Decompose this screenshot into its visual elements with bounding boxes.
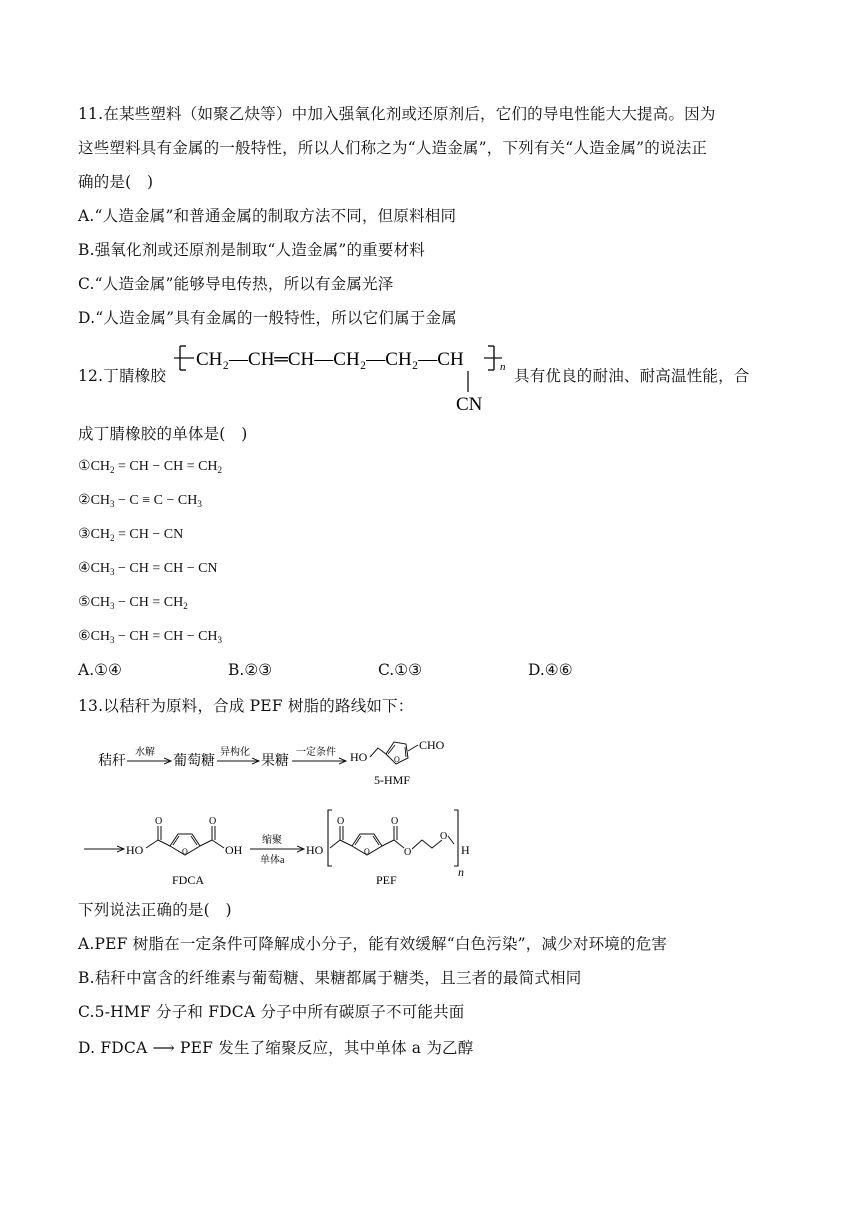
q11-stem-line1: 11.在某些塑料（如聚乙炔等）中加入强氧化剂或还原剂后，它们的导电性能大大提高。因为 (78, 105, 716, 123)
monomer-formula: $CH_2$ = CH − CN (90, 527, 184, 543)
q12-stem-prefix: 12.丁腈橡胶 (78, 367, 167, 385)
q12-choice-a: A.①④ (78, 661, 122, 679)
monomer-number: ⑤ (78, 595, 91, 610)
pef-label: PEF (376, 873, 397, 887)
pef-n: n (458, 865, 464, 879)
q12-choice-d: D.④⑥ (528, 661, 573, 679)
q13-option-a: A.PEF 树脂在一定条件可降解成小分子，能有效缓解“白色污染”，减少对环境的危害 (78, 935, 668, 953)
q11-option-d: D.“人造金属”具有金属的一般特性，所以它们属于金属 (78, 309, 457, 327)
pef-ho: HO (306, 843, 324, 857)
q11-option-b: B.强氧化剂或还原剂是制取“人造金属”的重要材料 (78, 241, 425, 259)
monomer-formula: $CH_3 - C \equiv C - CH_3$ (90, 493, 202, 509)
fdca-ring-o: O (182, 847, 188, 856)
q13-synthesis-scheme (78, 728, 498, 898)
pef-ring-o: O (364, 847, 370, 856)
q11-stem-line3: 确的是( ) (78, 173, 154, 191)
monomer-number: ③ (78, 527, 91, 542)
q12-monomer-3 (78, 526, 183, 547)
monomer-number: ① (78, 459, 91, 474)
q12-polymer-pendant: CN (456, 394, 483, 415)
fdca-oh: OH (225, 843, 243, 857)
fdca-label: FDCA (172, 873, 205, 887)
hmf-ring-o: O (394, 755, 400, 764)
q11-stem-line2: 这些塑料具有金属的一般特性，所以人们称之为“人造金属”，下列有关“人造金属”的说法正 (78, 139, 708, 157)
q13-option-b: B.秸秆中富含的纤维素与葡萄糖、果糖都属于糖类，且三者的最简式相同 (78, 969, 582, 987)
hmf-cho: CHO (419, 738, 445, 752)
q12-monomer-6 (78, 628, 222, 649)
q12-monomer-5 (78, 594, 188, 615)
monomer-formula: $CH_3$ − CH = CH − $CH_3$ (90, 629, 223, 645)
fdca-ho: HO (126, 843, 144, 857)
pef-o-right: O (391, 816, 399, 827)
q13-stem: 13.以秸秆为原料，合成 PEF 树脂的路线如下： (78, 697, 414, 715)
q12-stem-suffix: 具有优良的耐油、耐高温性能，合 (514, 367, 750, 385)
q13-option-d: D. FDCA ⟶ PEF 发生了缩聚反应，其中单体 a 为乙醇 (78, 1039, 474, 1057)
pef-ester-o: O (404, 847, 412, 858)
monomer-number: ⑥ (78, 629, 91, 644)
monomer-formula: $CH_2$ = CH − CH = $CH_2$ (90, 459, 223, 475)
monomer-number: ④ (78, 561, 91, 576)
hmf-label: 5-HMF (374, 773, 411, 787)
q13-question: 下列说法正确的是( ) (78, 901, 232, 919)
hmf-ho: HO (350, 750, 368, 764)
q12-polymer-subscript: n (500, 361, 506, 373)
q12-monomer-1 (78, 458, 222, 479)
glucose-label: 葡萄糖 (173, 754, 215, 769)
step4-bottom: 单体a (260, 855, 285, 866)
q11-option-c: C.“人造金属”能够导电传热，所以有金属光泽 (78, 275, 394, 293)
pef-h: H (461, 843, 470, 857)
q12-choice-b: B.②③ (228, 661, 273, 679)
q13-option-c: C.5-HMF 分子和 FDCA 分子中所有碳原子不可能共面 (78, 1003, 465, 1021)
monomer-formula: $CH_3$ − CH = CH − CN (90, 561, 218, 577)
q11-option-a: A.“人造金属”和普通金属的制取方法不同，但原料相同 (78, 207, 457, 225)
q12-monomer-2 (78, 492, 202, 513)
q12-stem-line2: 成丁腈橡胶的单体是( ) (78, 425, 248, 443)
q12-polymer-chain: CH₂—CH═CH—CH₂—CH₂—CH (196, 349, 464, 370)
straw-label: 秸秆 (98, 754, 126, 769)
fdca-o-left: O (155, 816, 163, 827)
pef-ether-o: O (440, 831, 448, 842)
step4-top: 缩聚 (262, 835, 282, 846)
monomer-number: ② (78, 493, 91, 508)
fructose-label: 果糖 (261, 754, 289, 769)
fdca-o-right: O (209, 816, 217, 827)
step2-label: 异构化 (220, 747, 250, 758)
step3-label: 一定条件 (296, 747, 336, 758)
q12-polymer-structure (172, 340, 512, 418)
pef-o-left: O (337, 816, 345, 827)
q12-monomer-4 (78, 560, 218, 581)
step1-label: 水解 (135, 747, 155, 758)
monomer-formula: $CH_3$ − CH = $CH_2$ (90, 595, 188, 611)
q12-choice-c: C.①③ (378, 661, 423, 679)
